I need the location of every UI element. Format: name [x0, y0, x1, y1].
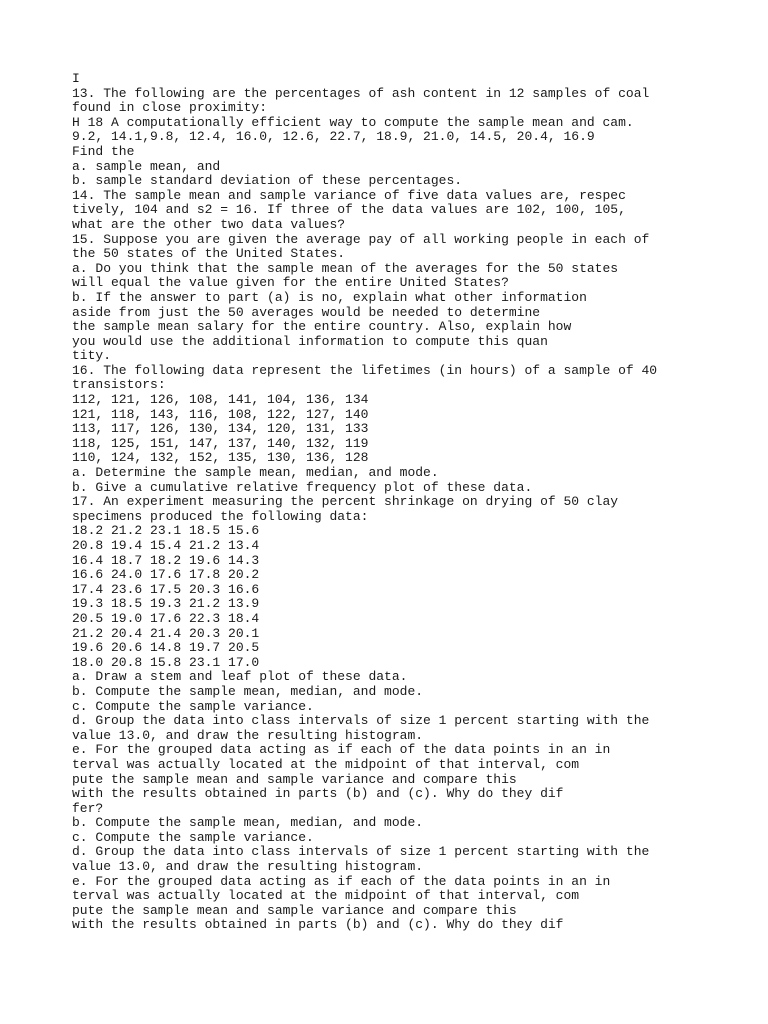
- text-line: specimens produced the following data:: [72, 508, 369, 524]
- problem-14-heading: 14. The sample mean and sample variance of five data values are, respec: [72, 187, 626, 203]
- text-line: value 13.0, and draw the resulting histogram.: [72, 727, 424, 743]
- data-line: 19.3 18.5 19.3 21.2 13.9: [72, 596, 260, 612]
- text-line: c. Compute the sample variance.: [72, 829, 314, 845]
- text-line: H 18 A computationally efficient way to compute the sample mean and cam.: [72, 114, 634, 130]
- data-line: 20.5 19.0 17.6 22.3 18.4: [72, 610, 260, 626]
- text-line: b. Give a cumulative relative frequency plot of these data.: [72, 479, 533, 495]
- data-line: 9.2, 14.1,9.8, 12.4, 16.0, 12.6, 22.7, 18.9, 21.0, 14.5, 20.4, 16.9: [72, 129, 595, 145]
- text-line: a. Draw a stem and leaf plot of these data.: [72, 669, 408, 685]
- data-line: 16.6 24.0 17.6 17.8 20.2: [72, 567, 260, 583]
- text-line: pute the sample mean and sample variance and compare this: [72, 902, 517, 918]
- text-line: will equal the value given for the entire United States?: [72, 275, 509, 291]
- text-line: e. For the grouped data acting as if each of the data points in an in: [72, 742, 611, 758]
- text-line: b. Compute the sample mean, median, and mode.: [72, 815, 424, 831]
- text-line: the sample mean salary for the entire country. Also, explain how: [72, 319, 572, 335]
- data-line: 113, 117, 126, 130, 134, 120, 131, 133: [72, 421, 369, 437]
- text-line: with the results obtained in parts (b) and (c). Why do they dif: [72, 786, 564, 802]
- problem-15-heading: 15. Suppose you are given the average pay of all working people in each of: [72, 231, 650, 247]
- data-line: 112, 121, 126, 108, 141, 104, 136, 134: [72, 392, 369, 408]
- text-line: Find the: [72, 143, 135, 159]
- text-line: you would use the additional information to compute this quan: [72, 333, 548, 349]
- data-line: 121, 118, 143, 116, 108, 122, 127, 140: [72, 406, 369, 422]
- text-line: b. sample standard deviation of these percentages.: [72, 173, 463, 189]
- document-page: [72, 72, 752, 933]
- data-line: 21.2 20.4 21.4 20.3 20.1: [72, 625, 260, 641]
- problem-16-heading: 16. The following data represent the lifetimes (in hours) of a sample of 40: [72, 362, 658, 378]
- data-line: 118, 125, 151, 147, 137, 140, 132, 119: [72, 435, 369, 451]
- text-line: c. Compute the sample variance.: [72, 698, 314, 714]
- data-line: 17.4 23.6 17.5 20.3 16.6: [72, 581, 260, 597]
- text-line: what are the other two data values?: [72, 216, 346, 232]
- problem-13-heading: 13. The following are the percentages of ash content in 12 samples of coal: [72, 85, 650, 101]
- text-line: with the results obtained in parts (b) and (c). Why do they dif: [72, 917, 564, 933]
- data-line: 18.2 21.2 23.1 18.5 15.6: [72, 523, 260, 539]
- data-line: 20.8 19.4 15.4 21.2 13.4: [72, 538, 260, 553]
- text-line: fer?: [72, 800, 104, 816]
- text-line: e. For the grouped data acting as if each of the data points in an in: [72, 873, 611, 889]
- problem-17-heading: 17. An experiment measuring the percent shrinkage on drying of 50 clay: [72, 494, 619, 510]
- text-line: a. sample mean, and: [72, 158, 221, 174]
- text-line: b. Compute the sample mean, median, and mode.: [72, 683, 424, 699]
- text-line: d. Group the data into class intervals of size 1 percent starting with the: [72, 713, 650, 729]
- data-line: 110, 124, 132, 152, 135, 130, 136, 128: [72, 450, 369, 466]
- text-line: b. If the answer to part (a) is no, explain what other information: [72, 289, 587, 305]
- text-line: transistors:: [72, 377, 166, 393]
- page-mark: I: [72, 71, 80, 86]
- text-line: tively, 104 and s2 = 16. If three of the data values are 102, 100, 105,: [72, 202, 626, 218]
- text-line: a. Determine the sample mean, median, and mode.: [72, 465, 439, 481]
- data-line: 19.6 20.6 14.8 19.7 20.5: [72, 640, 260, 656]
- text-line: value 13.0, and draw the resulting histogram.: [72, 859, 424, 875]
- text-line: d. Group the data into class intervals of size 1 percent starting with the: [72, 844, 650, 860]
- text-line: pute the sample mean and sample variance and compare this: [72, 771, 517, 787]
- data-line: 16.4 18.7 18.2 19.6 14.3: [72, 552, 260, 568]
- text-line: found in close proximity:: [72, 100, 268, 116]
- text-line: the 50 states of the United States.: [72, 246, 346, 262]
- text-line: a. Do you think that the sample mean of the averages for the 50 states: [72, 260, 619, 276]
- text-line: tity.: [72, 348, 112, 364]
- text-line: terval was actually located at the midpoint of that interval, com: [72, 888, 580, 904]
- data-line: 18.0 20.8 15.8 23.1 17.0: [72, 654, 260, 670]
- text-line: terval was actually located at the midpoint of that interval, com: [72, 756, 580, 772]
- text-line: aside from just the 50 averages would be needed to determine: [72, 304, 541, 320]
